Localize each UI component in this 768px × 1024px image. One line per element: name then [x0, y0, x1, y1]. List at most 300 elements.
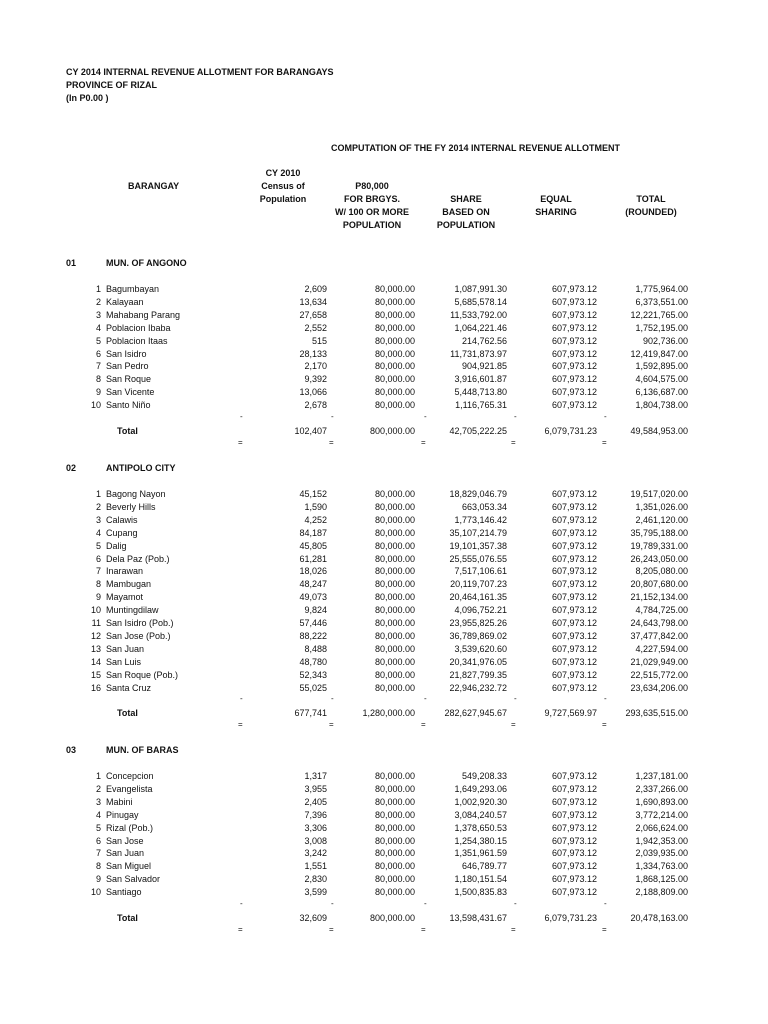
- subtotal-dash-mark: -: [424, 694, 427, 704]
- total-equals-mark: =: [602, 925, 607, 934]
- barangay-name: San Roque (Pob.): [106, 669, 179, 680]
- fixed-share-value: 80,000.00: [374, 809, 415, 820]
- fixed-share-value: 80,000.00: [374, 553, 415, 564]
- fixed-share-value: 80,000.00: [374, 682, 415, 693]
- row-number: 9: [95, 592, 101, 603]
- fixed-share-value: 80,000.00: [374, 861, 415, 872]
- census-value: 1,551: [304, 861, 327, 872]
- section-name: MUN. OF ANGONO: [106, 258, 187, 268]
- equal-share-value: 607,973.12: [551, 540, 597, 551]
- total-equals-mark: =: [421, 720, 426, 730]
- census-value: 84,187: [299, 527, 327, 538]
- total-amount: 49,584,953.00: [630, 426, 688, 436]
- population-share-value: 11,533,792.00: [450, 309, 507, 320]
- census-value: 2,170: [304, 361, 327, 372]
- fixed-share-value: 80,000.00: [374, 540, 415, 551]
- population-share-value: 1,254,380.15: [454, 835, 507, 846]
- population-share-value: 646,789.77: [461, 861, 507, 872]
- barangay-name: San Isidro (Pob.): [106, 618, 174, 628]
- population-share-value: 3,916,601.87: [454, 374, 507, 385]
- total-census: 677,741: [294, 708, 327, 719]
- total-equal-share: 6,079,731.23: [544, 913, 597, 923]
- total-value: 1,334,763.00: [635, 861, 688, 872]
- census-value: 48,780: [299, 656, 327, 667]
- section-code: 02: [66, 463, 77, 473]
- equal-share-value: 607,973.12: [551, 579, 597, 590]
- barangay-name: Poblacion Ibaba: [106, 322, 171, 333]
- total-equal-share: 6,079,731.23: [544, 426, 597, 436]
- census-value: 2,405: [304, 796, 327, 807]
- fixed-share-value: 80,000.00: [374, 669, 415, 680]
- subtotal-dash-mark: -: [331, 899, 334, 908]
- row-number: 1: [95, 489, 101, 499]
- fixed-share-value: 80,000.00: [374, 348, 415, 359]
- row-number: 3: [95, 514, 101, 525]
- total-equals-mark: =: [238, 438, 243, 447]
- census-value: 4,252: [304, 514, 327, 525]
- total-value: 902,736.00: [642, 335, 688, 346]
- census-value: 3,306: [304, 822, 327, 833]
- population-share-value: 549,208.33: [461, 771, 507, 781]
- barangay-name: San Jose: [106, 835, 144, 846]
- row-number: 16: [90, 682, 101, 693]
- fixed-share-value: 80,000.00: [374, 848, 415, 859]
- total-census: 102,407: [294, 426, 327, 436]
- row-number: 5: [95, 540, 101, 551]
- equal-share-value: 607,973.12: [551, 387, 597, 398]
- equal-share-value: 607,973.12: [551, 771, 597, 781]
- subtotal-dash-mark: -: [514, 899, 517, 908]
- subtotal-dash-mark: -: [240, 694, 243, 704]
- equal-share-value: 607,973.12: [551, 501, 597, 512]
- fixed-share-value: 80,000.00: [374, 335, 415, 346]
- total-value: 37,477,842.00: [630, 630, 688, 641]
- total-equals-mark: =: [602, 720, 607, 730]
- total-value: 4,784,725.00: [635, 605, 688, 616]
- census-value: 48,247: [299, 579, 327, 590]
- total-value: 20,807,680.00: [630, 579, 688, 590]
- total-population-share: 13,598,431.67: [449, 913, 507, 923]
- col-header-fixed-3: W/ 100 OR MORE: [334, 207, 409, 217]
- population-share-value: 1,773,146.42: [454, 514, 507, 525]
- fixed-share-value: 80,000.00: [374, 796, 415, 807]
- total-amount: 20,478,163.00: [630, 913, 688, 923]
- total-amount: 293,635,515.00: [625, 708, 688, 719]
- subtotal-dash-mark: -: [514, 694, 517, 704]
- total-value: 26,243,050.00: [630, 553, 688, 564]
- equal-share-value: 607,973.12: [551, 682, 597, 693]
- total-value: 2,337,266.00: [635, 783, 688, 794]
- fixed-share-value: 80,000.00: [374, 309, 415, 320]
- barangay-name: San Pedro: [106, 361, 149, 372]
- fixed-share-value: 80,000.00: [374, 400, 415, 411]
- population-share-value: 904,921.85: [461, 361, 507, 372]
- total-label: Total: [117, 426, 138, 436]
- equal-share-value: 607,973.12: [551, 848, 597, 859]
- population-share-value: 35,107,214.79: [449, 527, 507, 538]
- census-value: 7,396: [304, 809, 327, 820]
- row-number: 2: [95, 296, 101, 307]
- row-number: 7: [95, 566, 101, 577]
- col-header-fixed-4: POPULATION: [342, 220, 402, 230]
- population-share-value: 214,762.56: [461, 335, 507, 346]
- total-value: 6,136,687.00: [635, 387, 688, 398]
- row-number: 5: [95, 335, 101, 346]
- total-fixed-share: 800,000.00: [369, 913, 415, 923]
- barangay-name: Kalayaan: [106, 296, 144, 307]
- census-value: 9,392: [304, 374, 327, 385]
- total-value: 1,752,195.00: [635, 322, 688, 333]
- fixed-share-value: 80,000.00: [374, 592, 415, 603]
- total-value: 2,066,624.00: [635, 822, 688, 833]
- barangay-name: Cupang: [106, 527, 138, 538]
- col-header-total-2: (ROUNDED): [625, 207, 677, 217]
- equal-share-value: 607,973.12: [551, 322, 597, 333]
- total-value: 4,604,575.00: [635, 374, 688, 385]
- fixed-share-value: 80,000.00: [374, 527, 415, 538]
- col-header-fixed-1: P80,000: [355, 181, 389, 191]
- population-share-value: 1,649,293.06: [454, 783, 507, 794]
- row-number: 10: [90, 887, 101, 898]
- row-number: 2: [95, 501, 101, 512]
- census-value: 515: [311, 335, 327, 346]
- total-value: 8,205,080.00: [635, 566, 688, 577]
- fixed-share-value: 80,000.00: [374, 618, 415, 628]
- census-value: 2,830: [304, 874, 327, 885]
- total-value: 12,419,847.00: [630, 348, 688, 359]
- population-share-value: 1,180,151.54: [454, 874, 507, 885]
- barangay-name: Bagumbayan: [106, 284, 160, 294]
- population-share-value: 20,464,161.35: [449, 592, 507, 603]
- census-value: 88,222: [299, 630, 327, 641]
- fixed-share-value: 80,000.00: [374, 656, 415, 667]
- fixed-share-value: 80,000.00: [374, 887, 415, 898]
- total-equals-mark: =: [511, 720, 516, 730]
- equal-share-value: 607,973.12: [551, 566, 597, 577]
- col-header-share-3: POPULATION: [436, 220, 496, 230]
- population-share-value: 1,087,991.30: [454, 284, 507, 294]
- population-share-value: 1,500,835.83: [454, 887, 507, 898]
- fixed-share-value: 80,000.00: [374, 489, 415, 499]
- equal-share-value: 607,973.12: [551, 514, 597, 525]
- equal-share-value: 607,973.12: [551, 592, 597, 603]
- census-value: 3,599: [304, 887, 327, 898]
- row-number: 5: [95, 822, 101, 833]
- equal-share-value: 607,973.12: [551, 296, 597, 307]
- total-value: 21,152,134.00: [630, 592, 688, 603]
- equal-share-value: 607,973.12: [551, 656, 597, 667]
- subtotal-dash-mark: -: [424, 412, 427, 421]
- census-value: 3,008: [304, 835, 327, 846]
- population-share-value: 5,448,713.80: [454, 387, 507, 398]
- barangay-name: Santiago: [106, 887, 142, 898]
- equal-share-value: 607,973.12: [551, 348, 597, 359]
- row-number: 1: [95, 284, 101, 294]
- equal-share-value: 607,973.12: [551, 861, 597, 872]
- fixed-share-value: 80,000.00: [374, 322, 415, 333]
- total-equals-mark: =: [238, 720, 243, 730]
- col-header-equal-2: SHARING: [535, 207, 577, 217]
- total-value: 19,517,020.00: [630, 489, 688, 499]
- barangay-name: Mayamot: [106, 592, 144, 603]
- total-value: 23,634,206.00: [630, 682, 688, 693]
- total-equals-mark: =: [329, 438, 334, 447]
- equal-share-value: 607,973.12: [551, 874, 597, 885]
- population-share-value: 25,555,076.55: [449, 553, 507, 564]
- census-value: 13,634: [299, 296, 327, 307]
- census-value: 55,025: [299, 682, 327, 693]
- population-share-value: 36,789,869.02: [449, 630, 507, 641]
- population-share-value: 7,517,106.61: [454, 566, 507, 577]
- barangay-name: San Isidro: [106, 348, 147, 359]
- equal-share-value: 607,973.12: [551, 527, 597, 538]
- total-value: 24,643,798.00: [630, 618, 688, 628]
- population-share-value: 1,116,765.31: [455, 400, 507, 411]
- total-value: 2,461,120.00: [635, 514, 688, 525]
- section-code: 01: [66, 258, 77, 268]
- barangay-name: Evangelista: [106, 783, 153, 794]
- row-number: 15: [90, 669, 101, 680]
- barangay-name: Pinugay: [106, 809, 139, 820]
- census-value: 45,805: [299, 540, 327, 551]
- subtotal-dash-mark: -: [331, 412, 334, 421]
- total-value: 21,029,949.00: [630, 656, 688, 667]
- document-title: CY 2014 INTERNAL REVENUE ALLOTMENT FOR BARANGAYS: [66, 67, 334, 77]
- province-name: PROVINCE OF RIZAL: [66, 80, 158, 90]
- total-value: 22,515,772.00: [630, 669, 688, 680]
- total-equals-mark: =: [511, 925, 516, 934]
- fixed-share-value: 80,000.00: [374, 605, 415, 616]
- row-number: 6: [95, 553, 101, 564]
- fixed-share-value: 80,000.00: [374, 835, 415, 846]
- subtotal-dash-mark: -: [604, 694, 607, 704]
- fixed-share-value: 80,000.00: [374, 874, 415, 885]
- census-value: 45,152: [299, 489, 327, 499]
- census-value: 49,073: [299, 592, 327, 603]
- fixed-share-value: 80,000.00: [374, 783, 415, 794]
- equal-share-value: 607,973.12: [551, 887, 597, 898]
- subtotal-dash-mark: -: [604, 899, 607, 908]
- total-value: 1,804,738.00: [635, 400, 688, 411]
- population-share-value: 5,685,578.14: [454, 296, 507, 307]
- census-value: 9,824: [304, 605, 327, 616]
- section-name: MUN. OF BARAS: [106, 745, 179, 755]
- census-value: 8,488: [304, 643, 327, 654]
- equal-share-value: 607,973.12: [551, 309, 597, 320]
- population-share-value: 20,341,976.05: [449, 656, 507, 667]
- barangay-name: San Luis: [106, 656, 142, 667]
- total-value: 2,039,935.00: [635, 848, 688, 859]
- barangay-name: Dela Paz (Pob.): [106, 553, 170, 564]
- equal-share-value: 607,973.12: [551, 284, 597, 294]
- col-header-census-1: CY 2010: [265, 168, 301, 178]
- barangay-name: Beverly Hills: [106, 501, 156, 512]
- col-header-share-1: SHARE: [450, 194, 482, 204]
- total-value: 6,373,551.00: [635, 296, 688, 307]
- population-share-value: 20,119,707.23: [450, 579, 507, 590]
- population-share-value: 23,955,825.26: [449, 618, 507, 628]
- col-header-share-2: BASED ON: [442, 207, 490, 217]
- barangay-name: Bagong Nayon: [106, 489, 166, 499]
- total-fixed-share: 800,000.00: [369, 426, 415, 436]
- census-value: 27,658: [299, 309, 327, 320]
- total-value: 35,795,188.00: [630, 527, 688, 538]
- barangay-name: Mambugan: [106, 579, 152, 590]
- barangay-name: Concepcion: [106, 771, 154, 781]
- total-equal-share: 9,727,569.97: [544, 708, 597, 719]
- total-label: Total: [117, 913, 138, 923]
- census-value: 28,133: [299, 348, 327, 359]
- total-population-share: 42,705,222.25: [449, 426, 507, 436]
- row-number: 11: [91, 618, 101, 628]
- total-census: 32,609: [299, 913, 327, 923]
- subtotal-dash-mark: -: [604, 412, 607, 421]
- census-value: 57,446: [299, 618, 327, 628]
- row-number: 1: [95, 771, 101, 781]
- total-value: 4,227,594.00: [635, 643, 688, 654]
- equal-share-value: 607,973.12: [551, 643, 597, 654]
- total-value: 19,789,331.00: [630, 540, 688, 551]
- barangay-name: Mabini: [106, 796, 133, 807]
- row-number: 7: [95, 361, 101, 372]
- population-share-value: 19,101,357.38: [449, 540, 507, 551]
- row-number: 2: [95, 783, 101, 794]
- barangay-name: Santa Cruz: [106, 682, 152, 693]
- total-equals-mark: =: [602, 438, 607, 447]
- fixed-share-value: 80,000.00: [374, 630, 415, 641]
- census-value: 2,552: [304, 322, 327, 333]
- equal-share-value: 607,973.12: [551, 835, 597, 846]
- barangay-name: San Jose (Pob.): [106, 630, 171, 641]
- section-name: ANTIPOLO CITY: [106, 463, 176, 473]
- barangay-name: Inarawan: [106, 566, 144, 577]
- fixed-share-value: 80,000.00: [374, 284, 415, 294]
- population-share-value: 1,378,650.53: [454, 822, 507, 833]
- row-number: 10: [90, 605, 101, 616]
- population-share-value: 3,539,620.60: [454, 643, 507, 654]
- fixed-share-value: 80,000.00: [374, 361, 415, 372]
- row-number: 8: [95, 374, 101, 385]
- total-value: 1,868,125.00: [635, 874, 688, 885]
- equal-share-value: 607,973.12: [551, 553, 597, 564]
- equal-share-value: 607,973.12: [551, 374, 597, 385]
- col-header-total-1: TOTAL: [636, 194, 666, 204]
- row-number: 9: [95, 387, 101, 398]
- row-number: 3: [95, 796, 101, 807]
- population-share-value: 22,946,232.72: [449, 682, 507, 693]
- equal-share-value: 607,973.12: [551, 783, 597, 794]
- total-value: 12,221,765.00: [630, 309, 688, 320]
- subtotal-dash-mark: -: [331, 694, 334, 704]
- barangay-name: San Juan: [106, 848, 145, 859]
- barangay-name: San Vicente: [106, 387, 155, 398]
- barangay-name: Calawis: [106, 514, 138, 525]
- total-equals-mark: =: [421, 438, 426, 447]
- census-value: 1,590: [304, 501, 327, 512]
- subtotal-dash-mark: -: [514, 412, 517, 421]
- equal-share-value: 607,973.12: [551, 618, 597, 628]
- computation-title: COMPUTATION OF THE FY 2014 INTERNAL REVENUE ALLOTMENT: [331, 143, 621, 153]
- row-number: 6: [95, 835, 101, 846]
- total-value: 1,775,964.00: [635, 284, 688, 294]
- col-header-equal-1: EQUAL: [540, 194, 572, 204]
- barangay-name: Poblacion Itaas: [106, 335, 168, 346]
- population-share-value: 3,084,240.57: [454, 809, 507, 820]
- row-number: 8: [95, 579, 101, 590]
- total-label: Total: [117, 708, 138, 719]
- census-value: 3,242: [304, 848, 327, 859]
- equal-share-value: 607,973.12: [551, 822, 597, 833]
- census-value: 18,026: [299, 566, 327, 577]
- census-value: 52,343: [299, 669, 327, 680]
- population-share-value: 663,053.34: [461, 501, 507, 512]
- total-value: 1,942,353.00: [635, 835, 688, 846]
- barangay-name: Muntingdilaw: [106, 605, 159, 616]
- subtotal-dash-mark: -: [240, 412, 243, 421]
- row-number: 14: [90, 656, 101, 667]
- fixed-share-value: 80,000.00: [374, 579, 415, 590]
- total-fixed-share: 1,280,000.00: [362, 708, 415, 719]
- barangay-name: San Miguel: [106, 861, 152, 872]
- population-share-value: 1,351,961.59: [454, 848, 507, 859]
- total-equals-mark: =: [329, 925, 334, 934]
- population-share-value: 11,731,873.97: [450, 348, 507, 359]
- barangay-name: Rizal (Pob.): [106, 822, 154, 833]
- row-number: 4: [95, 322, 101, 333]
- equal-share-value: 607,973.12: [551, 630, 597, 641]
- col-header-barangay: BARANGAY: [128, 181, 180, 191]
- total-equals-mark: =: [329, 720, 334, 730]
- census-value: 61,281: [299, 553, 327, 564]
- total-value: 1,690,893.00: [635, 796, 688, 807]
- census-value: 2,678: [304, 400, 327, 411]
- row-number: 13: [90, 643, 101, 654]
- row-number: 10: [90, 400, 101, 411]
- equal-share-value: 607,973.12: [551, 335, 597, 346]
- fixed-share-value: 80,000.00: [374, 771, 415, 781]
- equal-share-value: 607,973.12: [551, 809, 597, 820]
- population-share-value: 21,827,799.35: [449, 669, 507, 680]
- fixed-share-value: 80,000.00: [374, 643, 415, 654]
- population-share-value: 4,096,752.21: [454, 605, 507, 616]
- total-value: 1,592,895.00: [635, 361, 688, 372]
- subtotal-dash-mark: -: [240, 899, 243, 908]
- total-population-share: 282,627,945.67: [444, 708, 507, 719]
- barangay-name: San Juan: [106, 643, 145, 654]
- equal-share-value: 607,973.12: [551, 605, 597, 616]
- population-share-value: 1,064,221.46: [454, 322, 507, 333]
- total-value: 1,237,181.00: [635, 771, 688, 781]
- fixed-share-value: 80,000.00: [374, 822, 415, 833]
- fixed-share-value: 80,000.00: [374, 514, 415, 525]
- barangay-name: Santo Niño: [106, 400, 151, 411]
- row-number: 7: [95, 848, 101, 859]
- total-equals-mark: =: [238, 925, 243, 934]
- fixed-share-value: 80,000.00: [374, 566, 415, 577]
- fixed-share-value: 80,000.00: [374, 387, 415, 398]
- equal-share-value: 607,973.12: [551, 669, 597, 680]
- col-header-fixed-2: FOR BRGYS.: [343, 194, 400, 204]
- section-code: 03: [66, 745, 77, 755]
- census-value: 3,955: [304, 783, 327, 794]
- equal-share-value: 607,973.12: [551, 400, 597, 411]
- barangay-name: San Salvador: [106, 874, 161, 885]
- barangay-name: Mahabang Parang: [106, 309, 181, 320]
- equal-share-value: 607,973.12: [551, 796, 597, 807]
- col-header-census-3: Population: [259, 194, 307, 204]
- row-number: 4: [95, 527, 101, 538]
- col-header-census-2: Census of: [261, 181, 305, 191]
